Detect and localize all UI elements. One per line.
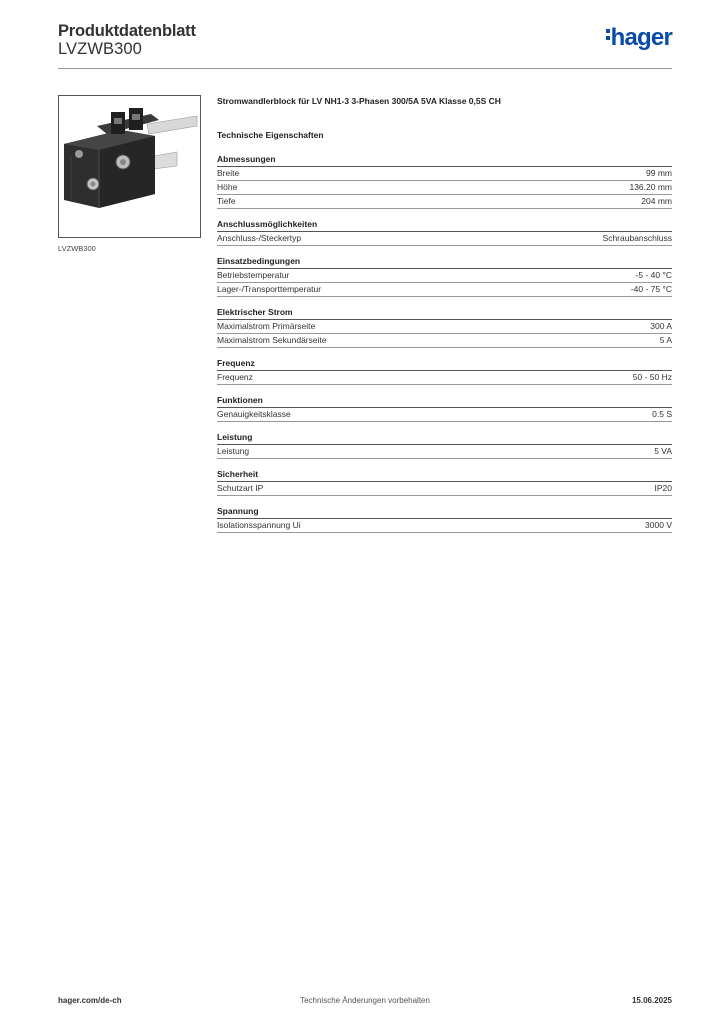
spec-row: [217, 283, 672, 297]
spec-section: [217, 219, 672, 246]
spec-value: -40 - 75 °C: [630, 284, 672, 294]
current-transformer-illustration: [59, 96, 200, 237]
spec-value: 204 mm: [641, 196, 672, 206]
spec-value: 136.20 mm: [629, 182, 672, 192]
spec-row: [217, 232, 672, 246]
logo-colon-icon: [606, 26, 610, 43]
spec-section-title: Anschlussmöglichkeiten: [217, 219, 672, 232]
spec-section: [217, 469, 672, 496]
spec-label: Frequenz: [217, 372, 253, 382]
spec-row: [217, 320, 672, 334]
spec-label: Leistung: [217, 446, 250, 456]
spec-row: [217, 181, 672, 195]
spec-row: [217, 195, 672, 209]
spec-section-title: Einsatzbedingungen: [217, 256, 672, 269]
spec-label: Tiefe: [217, 196, 236, 206]
spec-section-title: Frequenz: [217, 358, 672, 371]
spec-label: Höhe: [217, 182, 238, 192]
spec-value: Schraubanschluss: [602, 233, 672, 243]
spec-row: [217, 482, 672, 496]
spec-value: 5 VA: [654, 446, 672, 456]
spec-row: [217, 269, 672, 283]
spec-value: IP20: [654, 483, 672, 493]
spec-row: [217, 334, 672, 348]
spec-label: Isolationsspannung Ui: [217, 520, 301, 530]
spec-value: 300 A: [650, 321, 672, 331]
spec-section-title: Spannung: [217, 506, 672, 519]
product-image: [58, 95, 201, 238]
spec-section-title: Sicherheit: [217, 469, 672, 482]
hager-logo: [606, 26, 672, 50]
spec-value: 0.5 S: [652, 409, 672, 419]
specifications-panel: [217, 96, 672, 533]
spec-section-title: Abmessungen: [217, 154, 672, 167]
spec-section: [217, 432, 672, 459]
spec-row: [217, 167, 672, 181]
spec-label: Lager-/Transporttemperatur: [217, 284, 322, 294]
technical-properties-heading: Technische Eigenschaften: [217, 130, 324, 140]
spec-label: Maximalstrom Primärseite: [217, 321, 316, 331]
spec-label: Genauigkeitsklasse: [217, 409, 291, 419]
spec-label: Maximalstrom Sekundärseite: [217, 335, 327, 345]
spec-section: [217, 307, 672, 348]
page-header: [58, 20, 672, 68]
logo-text: hager: [610, 24, 672, 51]
spec-value: -5 - 40 °C: [635, 270, 672, 280]
spec-value: 5 A: [659, 335, 672, 345]
page-footer: [58, 996, 672, 1010]
spec-row: [217, 371, 672, 385]
footer-notice: Technische Änderungen vorbehalten: [300, 996, 430, 1005]
spec-label: Breite: [217, 168, 240, 178]
spec-label: Anschluss-/Steckertyp: [217, 233, 302, 243]
product-description: Stromwandlerblock für LV NH1-3 3-Phasen 300/5A 5VA Klasse 0,5S CH: [217, 96, 501, 106]
spec-value: 99 mm: [646, 168, 672, 178]
spec-sections: [217, 154, 672, 533]
product-image-caption: LVZWB300: [58, 244, 96, 253]
page-title: Produktdatenblatt: [58, 22, 196, 40]
footer-website: hager.com/de-ch: [58, 996, 122, 1005]
product-code: LVZWB300: [58, 40, 142, 58]
spec-section: [217, 358, 672, 385]
spec-section: [217, 395, 672, 422]
spec-row: [217, 445, 672, 459]
spec-row: [217, 408, 672, 422]
spec-label: Schutzart IP: [217, 483, 264, 493]
spec-value: 3000 V: [645, 520, 672, 530]
spec-section: [217, 256, 672, 297]
spec-section-title: Leistung: [217, 432, 672, 445]
spec-label: Betriebstemperatur: [217, 270, 290, 280]
footer-date: 15.06.2025: [631, 996, 672, 1005]
spec-value: 50 - 50 Hz: [632, 372, 672, 382]
spec-section: [217, 154, 672, 209]
spec-section-title: Funktionen: [217, 395, 672, 408]
spec-row: [217, 519, 672, 533]
spec-section: [217, 506, 672, 533]
header-divider: [58, 68, 672, 69]
spec-section-title: Elektrischer Strom: [217, 307, 672, 320]
